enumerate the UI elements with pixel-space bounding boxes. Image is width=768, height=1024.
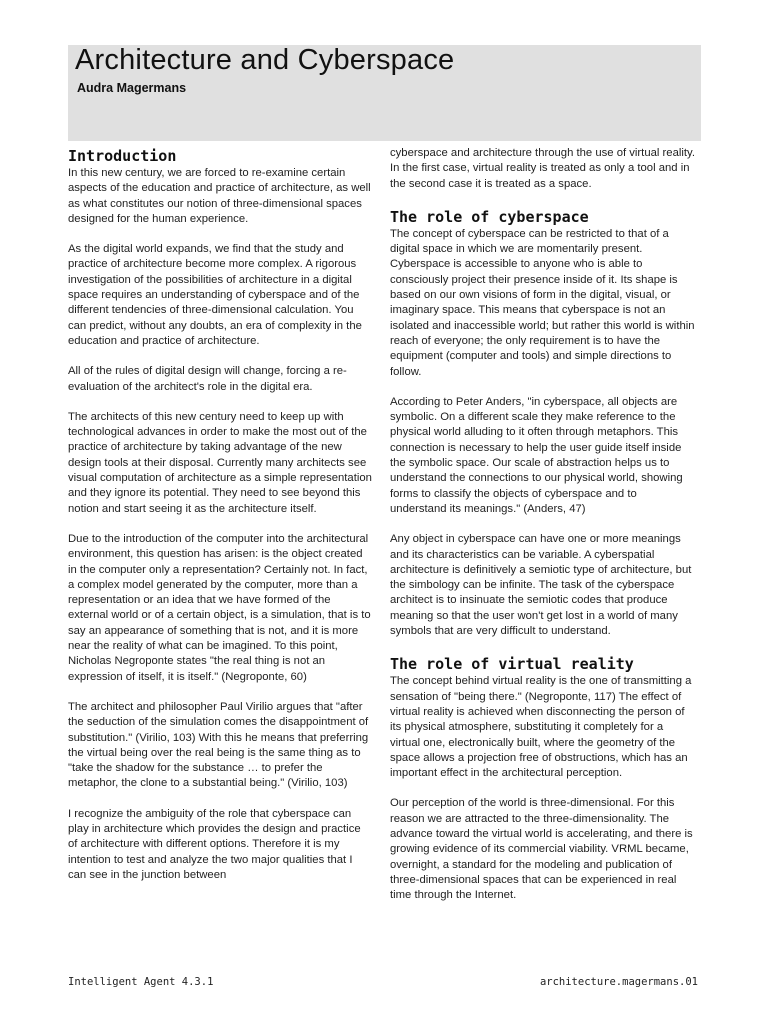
page-title: Architecture and Cyberspace (75, 44, 455, 76)
paragraph-continuation: cyberspace and architecture through the use of virtual reality. In the first case, virtual reality is treated as only a tool and in the second case it is treated as a space. (390, 147, 695, 190)
paragraph: The concept behind virtual reality is the one of transmitting a sensation of "being there." (Negroponte, 117) The effect of virtual reality is achieved when disconnecting the person of its physical atmosphere, substituting it completely for a virtual one, electronically built, where the geometry of the space allows a projection free of obstructions, which has an important effect in the architectural perception. (390, 675, 692, 780)
footer-page-id: architecture.magermans.01 (539, 976, 698, 988)
paragraph: All of the rules of digital design will change, forcing a re-evaluation of the architect's role in the digital era. (68, 365, 347, 393)
virtual-reality-heading: The role of virtual reality (390, 655, 634, 674)
paragraph: The architect and philosopher Paul Virilio argues that "after the seduction of the simulation comes the disappointment of substitution." (Virilio, 103) With this he means that preferring the virtual being over the real being is the same thing as to "take the shadow for the substance … to prefer the metaphor, the clone to a substantial being." (Virilio, 103) (68, 700, 369, 790)
right-column (390, 146, 695, 918)
paragraph: As the digital world expands, we find that the study and practice of architecture become more complex. A rigorous investigation of the possibilities of architecture in a digital space requires an understanding of cyberspace and of the different tendencies of three-dimensional calculation. You can predict, without any doubts, an era of complexity in the education and practice of architecture. (68, 243, 362, 347)
paragraph: In this new century, we are forced to re-examine certain aspects of the education and practice of architecture, as well as what constitutes our notion of three-dimensional spaces designed for the human experience. (68, 167, 371, 225)
paragraph: Due to the introduction of the computer into the architectural environment, this question has arisen: is the object created in the computer only a representation? Certainly not. In fact, a complex model generated by the computer, more than a representation or an idea that we have formed of the external world or of a certain object, is a simulation, that is to say an appearance of something that is not, and it is more near the reality of what can be imagined. To this point, Nicholas Negroponte states "the real thing is not an expression of itself, it is itself." (Negroponte, 60) (68, 532, 371, 683)
footer-journal: Intelligent Agent 4.3.1 (68, 976, 214, 988)
paragraph: Our perception of the world is three-dimensional. For this reason we are attracted to the three-dimensionality. The advance toward the virtual world is accelerating, and there is growing evidence of its commercial viability. VRML became, overnight, a standard for the modeling and publication of three-dimensional spaces that can be experienced in real time through the Internet. (390, 797, 693, 902)
header-band (68, 45, 701, 141)
cyberspace-heading: The role of cyberspace (390, 207, 589, 226)
left-column (68, 146, 373, 898)
author-name: Audra Magermans (77, 81, 187, 95)
introduction-heading: Introduction (68, 147, 177, 165)
paragraph-continued: I recognize the ambiguity of the role that cyberspace can play in architecture which provides the design and practice of architecture with different options. Therefore it is my intention to test and analyze the two major qualities that I can see in the junction between (68, 807, 361, 881)
paragraph: According to Peter Anders, "in cyberspace, all objects are symbolic. On a different scale they make reference to the physical world alluding to it often through metaphors. This connection is necessary to help the user guide itself inside the symbolic space. Our scale of abstraction helps us to understand the connections to our physical world, showing forms to classify the objects of cyberspace and to understand its meanings." (Anders, 47) (390, 395, 683, 515)
paragraph: Any object in cyberspace can have one or more meanings and its characteristics can be variable. A cyberspatial architecture is definitively a semiotic type of architecture, but the simbology can be infinite. The task of the cyberspace architect is to insinuate the semiotic codes that produce meaning so that the user won't get lost in a world of many symbols that are very difficult to understand. (390, 533, 692, 638)
paragraph: The concept of cyberspace can be restricted to that of a digital space in which we are momentarily present. Cyberspace is accessible to anyone who is able to consciously project their presence inside of it. Its shape is based on our own visions of form in the digital, visual, or imaginary space. This means that cyberspace is not an isolated and inaccessible world; but rather this world is within reach of everyone; the only requirement is to have the equipment (computer and tools) and simple directions to follow. (390, 227, 695, 378)
paragraph: The architects of this new century need to keep up with technological advances in order to make the most out of the practice of architecture by taking advantage of the new design tools at their disposal. Currently many architects see visual computation of architecture as a simple representation and they ignore its potential. They need to see beyond this notion and start seeing it as the architecture itself. (68, 410, 372, 515)
